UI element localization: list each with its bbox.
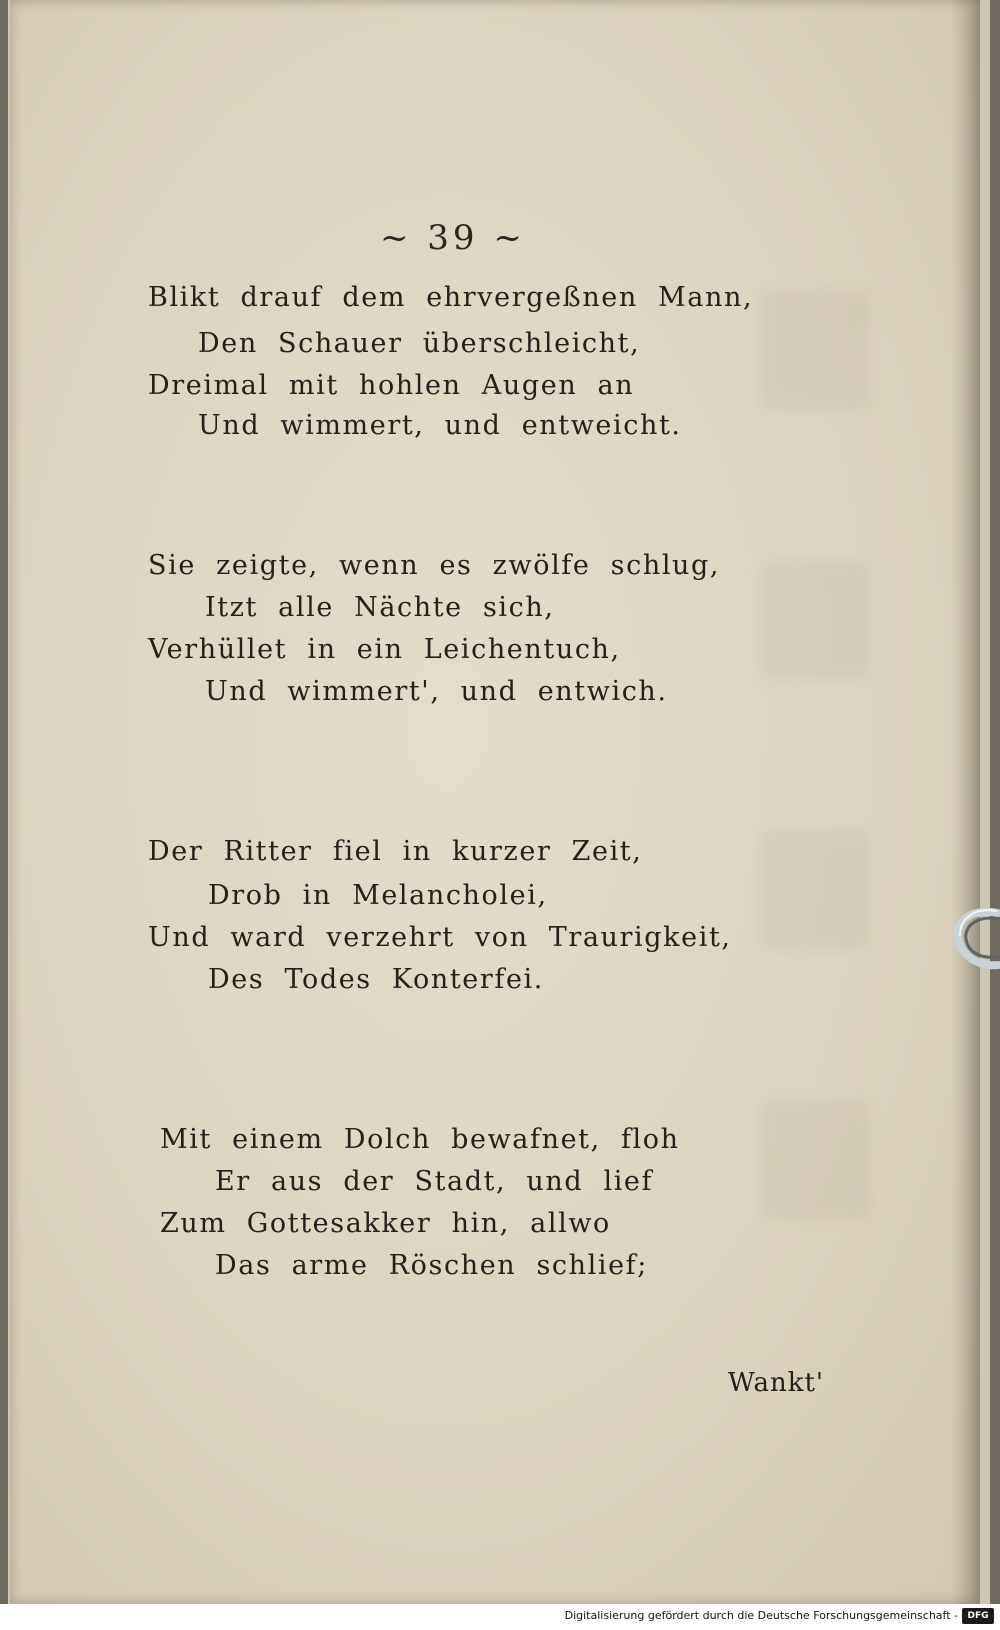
catchword: Wankt' [728,1368,825,1398]
verse-line: Und ward verzehrt von Traurigkeit, [148,922,732,953]
verse-line: Drob in Melancholei, [208,880,548,911]
verse-line: Des Todes Konterfei. [208,964,544,995]
show-through [760,1100,870,1220]
page-number: ~ 39 ~ [380,218,526,258]
paper-clip-icon [950,905,1000,975]
verse-line: Das arme Röschen schlief; [215,1250,648,1281]
verse-line: Und wimmert, und entweicht. [198,410,682,441]
book-page [10,0,980,1604]
verse-line: Verhüllet in ein Leichentuch, [148,634,621,665]
show-through [760,830,870,950]
verse-line: Blikt drauf dem ehrvergeßnen Mann, [148,282,754,313]
verse-line: Itzt alle Nächte sich, [205,592,555,623]
verse-line: Und wimmert', und entwich. [205,676,668,707]
verse-line: Sie zeigte, wenn es zwölfe schlug, [148,550,721,581]
show-through [760,560,870,680]
footer-bar [0,1604,1000,1630]
spine-shadow [950,0,980,1604]
verse-line: Zum Gottesakker hin, allwo [160,1208,611,1239]
verse-line: Der Ritter fiel in kurzer Zeit, [148,836,643,867]
footer-credit: Digitalisierung gefördert durch die Deutsche Forschungsgemeinschaft - [564,1609,958,1622]
verse-line: Den Schauer überschleicht, [198,328,641,359]
verse-line: Mit einem Dolch bewafnet, floh [160,1124,680,1155]
verse-line: Dreimal mit hohlen Augen an [148,370,635,401]
verse-line: Er aus der Stadt, und lief [215,1166,654,1197]
dfg-logo: DFG [962,1608,994,1624]
show-through [760,290,870,410]
